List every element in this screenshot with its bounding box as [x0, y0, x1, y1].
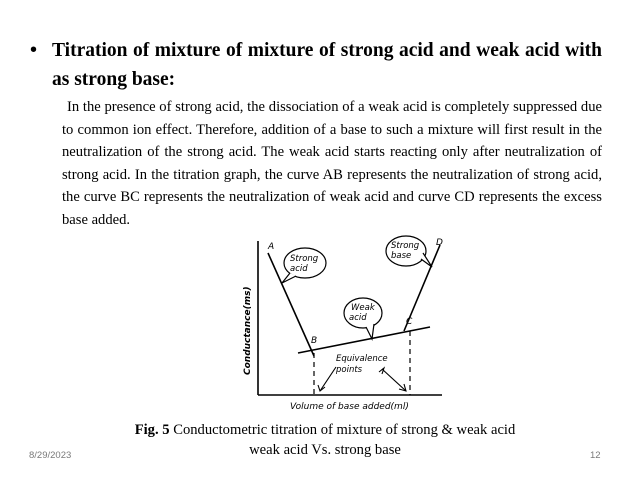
bubble-strong-acid-line2: acid: [290, 264, 308, 274]
equivalence-arrow-small-head: [379, 368, 384, 374]
titration-graph: [238, 233, 446, 413]
bubble-weak-acid-line2: acid: [349, 313, 367, 323]
bullet-heading: [30, 36, 610, 94]
point-b-label: B: [311, 336, 318, 346]
caption-text-1: Conductometric titration of mixture of strong & weak acid: [169, 422, 516, 438]
figure-caption: [100, 420, 550, 460]
y-axis-label: Conductance(ms): [243, 286, 253, 375]
bubble-strong-base-line1: Strong: [391, 241, 420, 251]
bubble-strong-acid-line1: Strong: [290, 254, 319, 264]
point-d-label: D: [436, 238, 443, 248]
footer-date: 8/29/2023: [29, 450, 72, 461]
bubble-tail-strong-base: [421, 253, 432, 267]
caption-line-1: [100, 420, 550, 440]
point-c-label: C: [406, 317, 413, 327]
caption-line-2: weak acid Vs. strong base: [249, 442, 401, 458]
bullet-marker: •: [30, 39, 38, 61]
bubble-strong-base-line2: base: [391, 251, 412, 261]
bubble-weak-acid-line1: Weak: [351, 303, 375, 313]
footer-page-number: 12: [590, 450, 601, 461]
caption-prefix: Fig. 5: [134, 422, 170, 438]
x-axis-label: Volume of base added(ml): [290, 402, 409, 412]
equivalence-arrow-left-shaft: [320, 367, 336, 391]
point-a-label: A: [268, 242, 275, 252]
slide-heading: Titration of mixture of mixture of strong acid and weak acid with as strong base:: [52, 40, 602, 90]
body-paragraph: In the presence of strong acid, the dissociation of a weak acid is completely suppressed due to common ion effect. Therefore, addition of a base to such a mixture will first result in the neutralization of the strong acid. The weak acid starts reacting only after neutralization of strong acid. In the titration graph, the curve AB represents the neutralization of strong acid, the curve BC represents the neutralization of weak acid and curve CD represents the excess base added.: [62, 99, 602, 228]
equivalence-label-line1: Equivalence: [336, 354, 388, 364]
equivalence-label-line2: points: [336, 365, 363, 375]
equivalence-arrow-right-shaft: [382, 369, 406, 391]
